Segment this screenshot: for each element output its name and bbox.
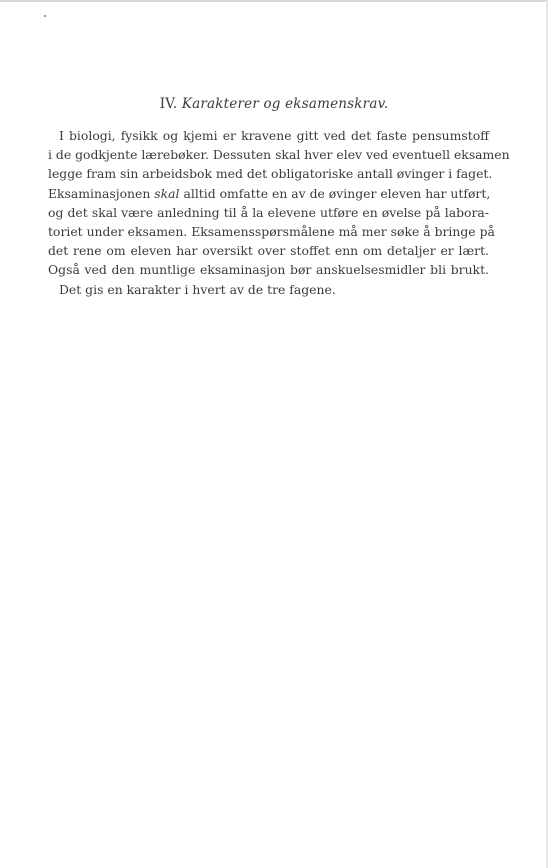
paragraph-line-4 — [48, 184, 489, 203]
paragraph-line-9 — [59, 280, 489, 299]
line-2-text: i de godkjente lærebøker. Dessuten skal hver elev ved eventuell eksamen — [48, 147, 510, 163]
line-8-text: Også ved den muntlige eksaminasjon bør anskuelsesmidler bli brukt. — [48, 262, 489, 278]
paragraph-line-1 — [59, 126, 489, 145]
line-4-text-a: Eksaminasjonen — [48, 185, 151, 201]
line-6-text: toriet under eksamen. Eksamensspørsmålene må mer søke å bringe på — [48, 224, 495, 240]
paragraph-line-8 — [48, 260, 489, 279]
paragraph-line-2 — [48, 145, 510, 164]
line-4-text-b: alltid omfatte en av de øvinger eleven har utført, — [183, 185, 491, 201]
line-5-text: og det skal være anledning til å la elevene utføre en øvelse på labora- — [48, 204, 489, 220]
scan-edge-top — [0, 0, 548, 2]
line-7-text: det rene om eleven har oversikt over stoffet enn om detaljer er lært. — [48, 243, 489, 259]
paragraph — [48, 126, 510, 299]
line-9-text: Det gis en karakter i hvert av de tre fagene. — [59, 281, 336, 297]
line-4-emphasis: skal — [154, 185, 180, 201]
section-number: IV. — [159, 96, 178, 112]
section-title: Karakterer og eksamenskrav. — [181, 96, 389, 112]
paragraph-line-7 — [48, 241, 489, 260]
line-1-text: I biologi, fysikk og kjemi er kravene gitt ved det faste pensumstoff — [59, 128, 489, 143]
scan-speck — [44, 15, 46, 17]
line-3-text: legge fram sin arbeidsbok med det obligatoriske antall øvinger i faget. — [48, 166, 493, 182]
paragraph-line-5 — [48, 203, 489, 222]
section-heading — [0, 96, 548, 112]
paragraph-line-3 — [48, 164, 493, 183]
paragraph-line-6 — [48, 222, 495, 241]
